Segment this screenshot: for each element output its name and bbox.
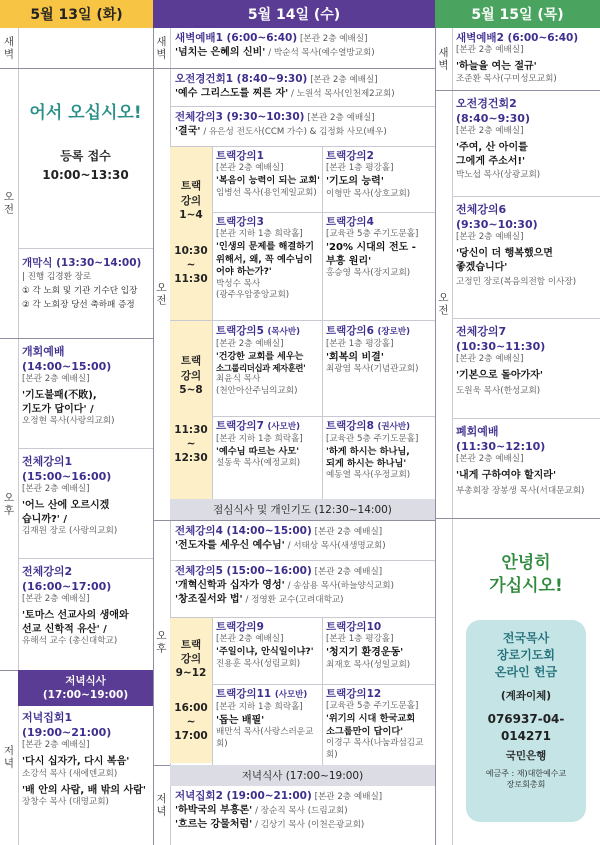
event-title: 새벽예배1 (6:00~6:40) [175, 32, 298, 44]
period-label-dawn: 새벽 [2, 35, 15, 61]
event-title: 전체강의4 (14:00~15:00) [175, 525, 312, 537]
event-time: (10:30~11:30) [456, 340, 546, 354]
event-topic: '어느 산에 오르시겠 [22, 500, 110, 512]
event-title: 개막식 (13:30~14:00) [22, 257, 142, 269]
divider [153, 520, 435, 521]
welcome-block [18, 98, 153, 182]
divider [170, 146, 435, 147]
event-location: [본관 1층 평강홀] [326, 163, 394, 174]
divider [435, 518, 600, 519]
evening-service-2 [175, 789, 433, 832]
track-title: 트랙강의11 [216, 688, 272, 700]
event-location: [본관 2층 예배실] [456, 126, 524, 137]
welcome-heading: 어서 오십시오! [29, 103, 142, 123]
event-topic: 기도가 답이다' / [22, 403, 94, 415]
track-block-3-label [170, 618, 212, 763]
event-time: (9:30~10:30) [456, 218, 538, 232]
lecture-5 [175, 564, 433, 607]
opening-worship [22, 344, 152, 428]
dinner-time: (17:00~19:00) [42, 689, 129, 701]
event-topic: 어야 하는가?' [216, 266, 272, 278]
event-location: [본관 2층 예배실] [216, 634, 284, 645]
track-title: 트랙강의12 [326, 688, 382, 700]
event-topic: 위해서, 왜, 꼭 예수님이 [216, 253, 313, 265]
event-topic: '건강한 교회를 세우는 [216, 351, 304, 362]
track-label: 5~8 [179, 383, 203, 396]
event-speaker: 장창수 목사 (대명교회) [22, 797, 109, 808]
dawn-worship-2 [456, 31, 598, 86]
track-title: 트랙강의6 [326, 325, 374, 337]
event-topic: 부흥 원리' [326, 255, 372, 267]
divider [18, 558, 153, 559]
event-topic: 습니까?' / [22, 513, 67, 525]
dinner-bar [18, 670, 153, 706]
track-label: 강의 [180, 194, 202, 207]
dinner-bar: 저녁식사 (17:00~19:00) [170, 765, 435, 786]
divider [212, 684, 435, 685]
morning-devotion-1 [175, 72, 433, 101]
track-6 [326, 324, 434, 376]
event-title: 오전경건회2 [456, 97, 517, 110]
event-topic: '20% 시대의 전도 - [326, 242, 416, 254]
track-block-1-label [170, 146, 212, 320]
day-header-may13: 5월 13일 (화) [0, 0, 153, 28]
track-title: 트랙강의3 [216, 216, 264, 228]
registration-time: 10:00~13:30 [42, 168, 129, 182]
track-label: 트랙 [180, 180, 202, 193]
event-time: (14:00~15:00) [22, 360, 112, 374]
event-topic: 선교 신학적 유산' / [22, 623, 107, 635]
event-topic: '다시 십자가, 다시 복음' [22, 756, 130, 768]
event-location: [본관 2층 예배실] [22, 740, 90, 751]
divider [452, 418, 600, 419]
event-title: 저녁집회2 (19:00~21:00) [175, 790, 312, 802]
event-title: 전체강의2 [22, 565, 73, 578]
track-time: ~ [186, 259, 196, 272]
track-tag: (장로반) [377, 327, 410, 337]
online-offering-card [466, 620, 586, 822]
divider [322, 146, 323, 520]
event-location: [본관 2층 예배실] [456, 232, 524, 243]
period-label-morning: 오전 [437, 291, 449, 317]
event-location: [본관 1층 평강홀] [326, 634, 394, 645]
event-speaker: 예동열 목사(우정교회) [326, 470, 411, 481]
event-title: 개회예배 [22, 345, 65, 358]
lecture-2 [22, 564, 152, 648]
track-time: 12:30 [174, 452, 208, 465]
divider [170, 560, 435, 561]
event-location: [본관 지하 1층 희락홀] [216, 701, 303, 712]
event-location: [본관 2층 예배실] [216, 163, 284, 174]
divider [0, 68, 153, 69]
event-topic: 되게 하시는 하나님' [326, 458, 407, 469]
period-label-dawn: 새벽 [155, 35, 167, 61]
track-title: 트랙강의1 [216, 150, 264, 162]
track-block-2-label [170, 321, 212, 499]
event-speaker: 최재호 목사(성일교회) [326, 659, 411, 670]
dawn-worship-1 [175, 31, 433, 60]
event-location: [본관 2층 예배실] [310, 75, 378, 85]
event-topic: '하게 하시는 하나님, [326, 445, 410, 457]
event-topic: 그에게 주소서!' [456, 155, 526, 167]
event-topic: '주일이냐, 안식일이냐?' [216, 646, 314, 658]
event-speaker: 이경구 목사(나눔과섬김교회) [326, 738, 424, 761]
bank-name: 국민은행 [505, 749, 547, 762]
track-title: 트랙강의7 [216, 420, 264, 432]
event-title: 폐회예배 [456, 425, 499, 438]
event-topic: '예수님 따르는 사모' [216, 445, 300, 457]
divider [212, 416, 435, 417]
track-2 [326, 149, 434, 201]
event-location: [본관 지하 1층 희락홀] [216, 229, 303, 240]
track-time: 11:30 [174, 273, 208, 286]
event-speaker: 조준환 목사(구미성모교회) [456, 73, 557, 84]
lecture-3 [175, 110, 433, 139]
event-topic: '흐르는 강물처럼' [175, 818, 253, 830]
event-time: (11:30~12:10) [456, 440, 546, 454]
track-10 [326, 620, 434, 672]
event-topic: '위기의 시대 한국교회 [326, 713, 416, 725]
track-label: 1~4 [179, 208, 203, 221]
track-title: 트랙강의2 [326, 150, 374, 162]
track-time: 10:30 [174, 245, 208, 257]
track-title: 트랙강의4 [326, 216, 374, 228]
event-title: 새벽예배2 (6:00~6:40) [456, 32, 579, 44]
event-location: [교육관 5층 주기도문홀] [326, 701, 419, 712]
event-speaker: 박노섭 목사(상광교회) [456, 170, 541, 181]
track-time: 11:30 [174, 424, 208, 436]
period-label-evening: 저녁 [155, 792, 167, 818]
event-topic: '하박국의 부흥론' [175, 804, 253, 816]
divider [452, 196, 600, 197]
event-topic: '개혁신학과 십자가 영성' [175, 579, 285, 591]
event-topic: '기도의 능력' [326, 176, 384, 188]
event-location: [본관 2층 예배실] [300, 34, 368, 44]
event-speaker: 설동욱 목사(예정교회) [216, 458, 301, 468]
track-7 [216, 419, 320, 470]
event-time: (19:00~21:00) [22, 726, 112, 740]
event-speaker: 이형만 목사(상호교회) [326, 188, 411, 199]
event-host: | 진행 김경환 장로 [22, 272, 92, 283]
event-location: [본관 2층 예배실] [22, 594, 90, 605]
period-label-afternoon: 오후 [2, 491, 15, 517]
event-title: 전체강의6 [456, 203, 507, 216]
event-time: (15:00~16:00) [22, 470, 112, 484]
event-speaker: 최윤식 목사 [216, 374, 261, 385]
event-title: 전체강의3 (9:30~10:30) [175, 111, 305, 123]
divider [212, 146, 213, 520]
event-speaker: 김재원 장로 (사랑의교회) [22, 526, 118, 537]
track-tag: (권사반) [377, 422, 410, 432]
event-topic: 좋겠습니다' [456, 261, 508, 273]
divider [452, 318, 600, 319]
track-label: 강의 [180, 369, 202, 382]
event-location: [본관 지하 1층 희락홀] [216, 433, 303, 444]
event-speaker: 부총회장 장봉생 목사(서대문교회) [456, 485, 585, 496]
offering-title: 전국목사 [502, 631, 550, 645]
track-12 [326, 687, 434, 762]
event-speaker: 소강석 목사 (새에덴교회) [22, 768, 118, 779]
event-location: [본관 2층 예배실] [456, 454, 524, 465]
event-speaker: 홍승영 목사(장지교회) [326, 268, 411, 279]
offering-method: (계좌이체) [500, 690, 552, 703]
event-topic: '넘치는 은혜의 신비' [175, 46, 266, 58]
track-8 [326, 419, 434, 482]
track-4 [326, 215, 434, 280]
lecture-4 [175, 524, 433, 553]
event-topic: '창조질서와 법' [175, 593, 243, 605]
account-number: 076937-04- [487, 712, 565, 727]
divider [322, 617, 323, 765]
track-tag: (목사반) [267, 327, 300, 337]
lecture-6 [456, 202, 598, 289]
opening-ceremony [22, 256, 152, 312]
event-location: [본관 2층 예배실] [216, 338, 284, 349]
track-title: 트랙강의5 [216, 325, 264, 337]
offering-title: 온라인 헌금 [494, 664, 558, 679]
event-topic: '기도불패(不敗), [22, 390, 97, 402]
track-time: 17:00 [174, 729, 208, 742]
event-time: (16:00~17:00) [22, 580, 112, 594]
divider [18, 248, 153, 249]
day-header-may14: 5월 14일 (수) [153, 0, 435, 28]
period-label-morning: 오전 [2, 190, 15, 216]
event-topic: '돕는 배필' [216, 714, 265, 726]
event-location: [본관 1층 평강홀] [326, 338, 394, 349]
event-title: 전체강의1 [22, 455, 73, 468]
event-title: 저녁집회1 [22, 711, 73, 724]
divider [452, 28, 453, 845]
lunch-bar: 점심식사 및 개인기도 (12:30~14:00) [170, 499, 435, 520]
event-speaker: 유해석 교수 (총신대학교) [22, 636, 118, 647]
event-speaker: / 서태상 목사(새생명교회) [287, 540, 386, 551]
track-3 [216, 215, 320, 302]
divider [212, 617, 213, 765]
track-time: ~ [186, 715, 196, 728]
lecture-1 [22, 454, 152, 538]
event-speaker: 오정현 목사(사랑의교회) [22, 416, 115, 427]
event-speaker: / 송삼용 목사(하늘양식교회) [287, 580, 394, 591]
track-title: 트랙강의9 [216, 621, 264, 633]
track-label: 트랙 [180, 355, 202, 368]
event-location: [본관 2층 예배실] [314, 527, 383, 537]
event-title: 전체강의7 [456, 325, 507, 338]
track-1 [216, 149, 320, 200]
event-topic: '청지기 환경운동' [326, 647, 404, 659]
event-speaker: 진용훈 목사(성림교회) [216, 658, 301, 669]
event-location: [교육관 5층 주기도문홀] [326, 229, 419, 240]
event-topic: '당신이 더 행복했으면 [456, 248, 553, 260]
event-speaker: / 박순석 목사(예수열방교회) [268, 47, 375, 58]
event-speaker: 임병선 목사(용인제일교회) [216, 187, 317, 198]
day-header-may15: 5월 15일 (목) [435, 0, 600, 28]
divider [170, 106, 435, 107]
track-tag: (사모반) [274, 690, 308, 700]
event-topic: '주여, 산 아이를 [456, 142, 528, 154]
farewell-heading: 가십시오! [489, 575, 563, 596]
event-speaker: 도원욱 목사(한성교회) [456, 385, 541, 396]
event-speaker: 배만석 목사(사랑스러운교회) [216, 727, 314, 749]
period-label-afternoon: 오후 [155, 630, 167, 655]
event-topic: '배 안의 사람, 배 밖의 사람' [22, 784, 146, 796]
event-location: [본관 2층 예배실] [22, 484, 90, 495]
morning-devotion-2 [456, 96, 598, 182]
event-location: [본관 2층 예배실] [456, 354, 524, 365]
event-topic: 소그룹리더십과 제자훈련' [216, 362, 306, 373]
event-item: ① 각 노회 및 기관 기수단 입장 [22, 286, 138, 297]
event-time: (8:40~9:30) [456, 112, 530, 126]
event-topic: '결국' [175, 125, 201, 137]
event-location: [본관 2층 예배실] [314, 567, 383, 577]
offering-title: 장로기도회 [497, 647, 555, 662]
event-topic: '예수 그리스도를 찌른 자' [175, 87, 289, 99]
event-speaker: (천안아산주님의교회) [216, 385, 298, 396]
event-location: [본관 2층 예배실] [22, 374, 90, 385]
event-item: ② 각 노회장 당선 축하패 증정 [22, 300, 135, 311]
track-5 [216, 324, 320, 398]
event-speaker: / 장순직 목사 (드림교회) [255, 805, 348, 816]
event-speaker: (광주우암중앙교회) [216, 290, 290, 301]
event-topic: '회복의 비결' [326, 351, 384, 363]
track-label: 트랙 [180, 638, 202, 651]
track-time: ~ [186, 438, 196, 451]
divider [153, 68, 435, 69]
track-11 [216, 687, 320, 751]
event-location: [본관 2층 예배실] [307, 113, 375, 123]
divider [212, 212, 435, 213]
event-title: 전체강의5 (15:00~16:00) [175, 565, 312, 577]
event-speaker: / 노원석 목사(인천제2교회) [291, 88, 395, 99]
event-speaker: / 유은성 전도사(CCM 가수) & 김정화 사모(배우) [203, 126, 387, 137]
event-topic: '기본으로 돌아가자' [456, 370, 543, 382]
period-label-dawn: 새벽 [437, 46, 449, 72]
event-speaker: 고정민 장로(복음의전함 이사장) [456, 277, 577, 288]
evening-service-1 [22, 710, 152, 809]
farewell-block [452, 552, 600, 598]
track-label: 강의 [180, 653, 202, 666]
registration-label: 등록 접수 [60, 149, 111, 163]
event-topic: 소그룹만이 답이다' [326, 725, 404, 737]
event-location: [교육관 5층 주기도문홀] [326, 433, 419, 444]
lecture-7 [456, 324, 598, 398]
event-speaker: / 정영환 교수(고려대학교) [245, 594, 344, 605]
farewell-heading: 안녕히 [501, 553, 551, 573]
event-topic: '내게 구하여야 할지라' [456, 470, 557, 482]
divider [0, 338, 153, 339]
track-9 [216, 620, 320, 671]
account-holder: 예금주 : 재)대한예수교 [485, 768, 567, 778]
track-label: 9~12 [175, 667, 207, 680]
event-title: 오전경건회1 (8:40~9:30) [175, 73, 308, 85]
event-topic: '토마스 선교사의 생애와 [22, 610, 129, 622]
event-speaker: 최광염 목사(기념관교회) [326, 364, 419, 375]
track-title: 트랙강의8 [326, 420, 374, 432]
event-location: [본관 2층 예배실] [456, 45, 524, 56]
divider [18, 448, 153, 449]
track-title: 트랙강의10 [326, 621, 382, 633]
event-topic: '복음이 능력이 되는 교회' [216, 175, 320, 187]
event-location: [본관 2층 예배실] [314, 792, 383, 802]
event-topic: '전도자를 세우신 예수님' [175, 539, 285, 551]
period-label-morning: 오전 [155, 281, 167, 307]
dinner-label: 저녁식사 [65, 674, 106, 687]
track-tag: (사모반) [267, 422, 300, 432]
closing-worship [456, 424, 598, 498]
account-holder: 장로회총회 [506, 779, 546, 789]
event-topic: '하늘을 여는 절규' [456, 61, 537, 73]
track-time: 16:00 [174, 701, 208, 714]
account-number: 014271 [500, 729, 552, 744]
event-speaker: 박성수 목사 [216, 278, 261, 289]
divider [435, 90, 600, 91]
event-topic: '인생의 문제를 해결하기 [216, 241, 314, 253]
event-speaker: / 김상기 목사 (이천은광교회) [255, 819, 365, 830]
period-label-evening: 저녁 [2, 745, 15, 770]
